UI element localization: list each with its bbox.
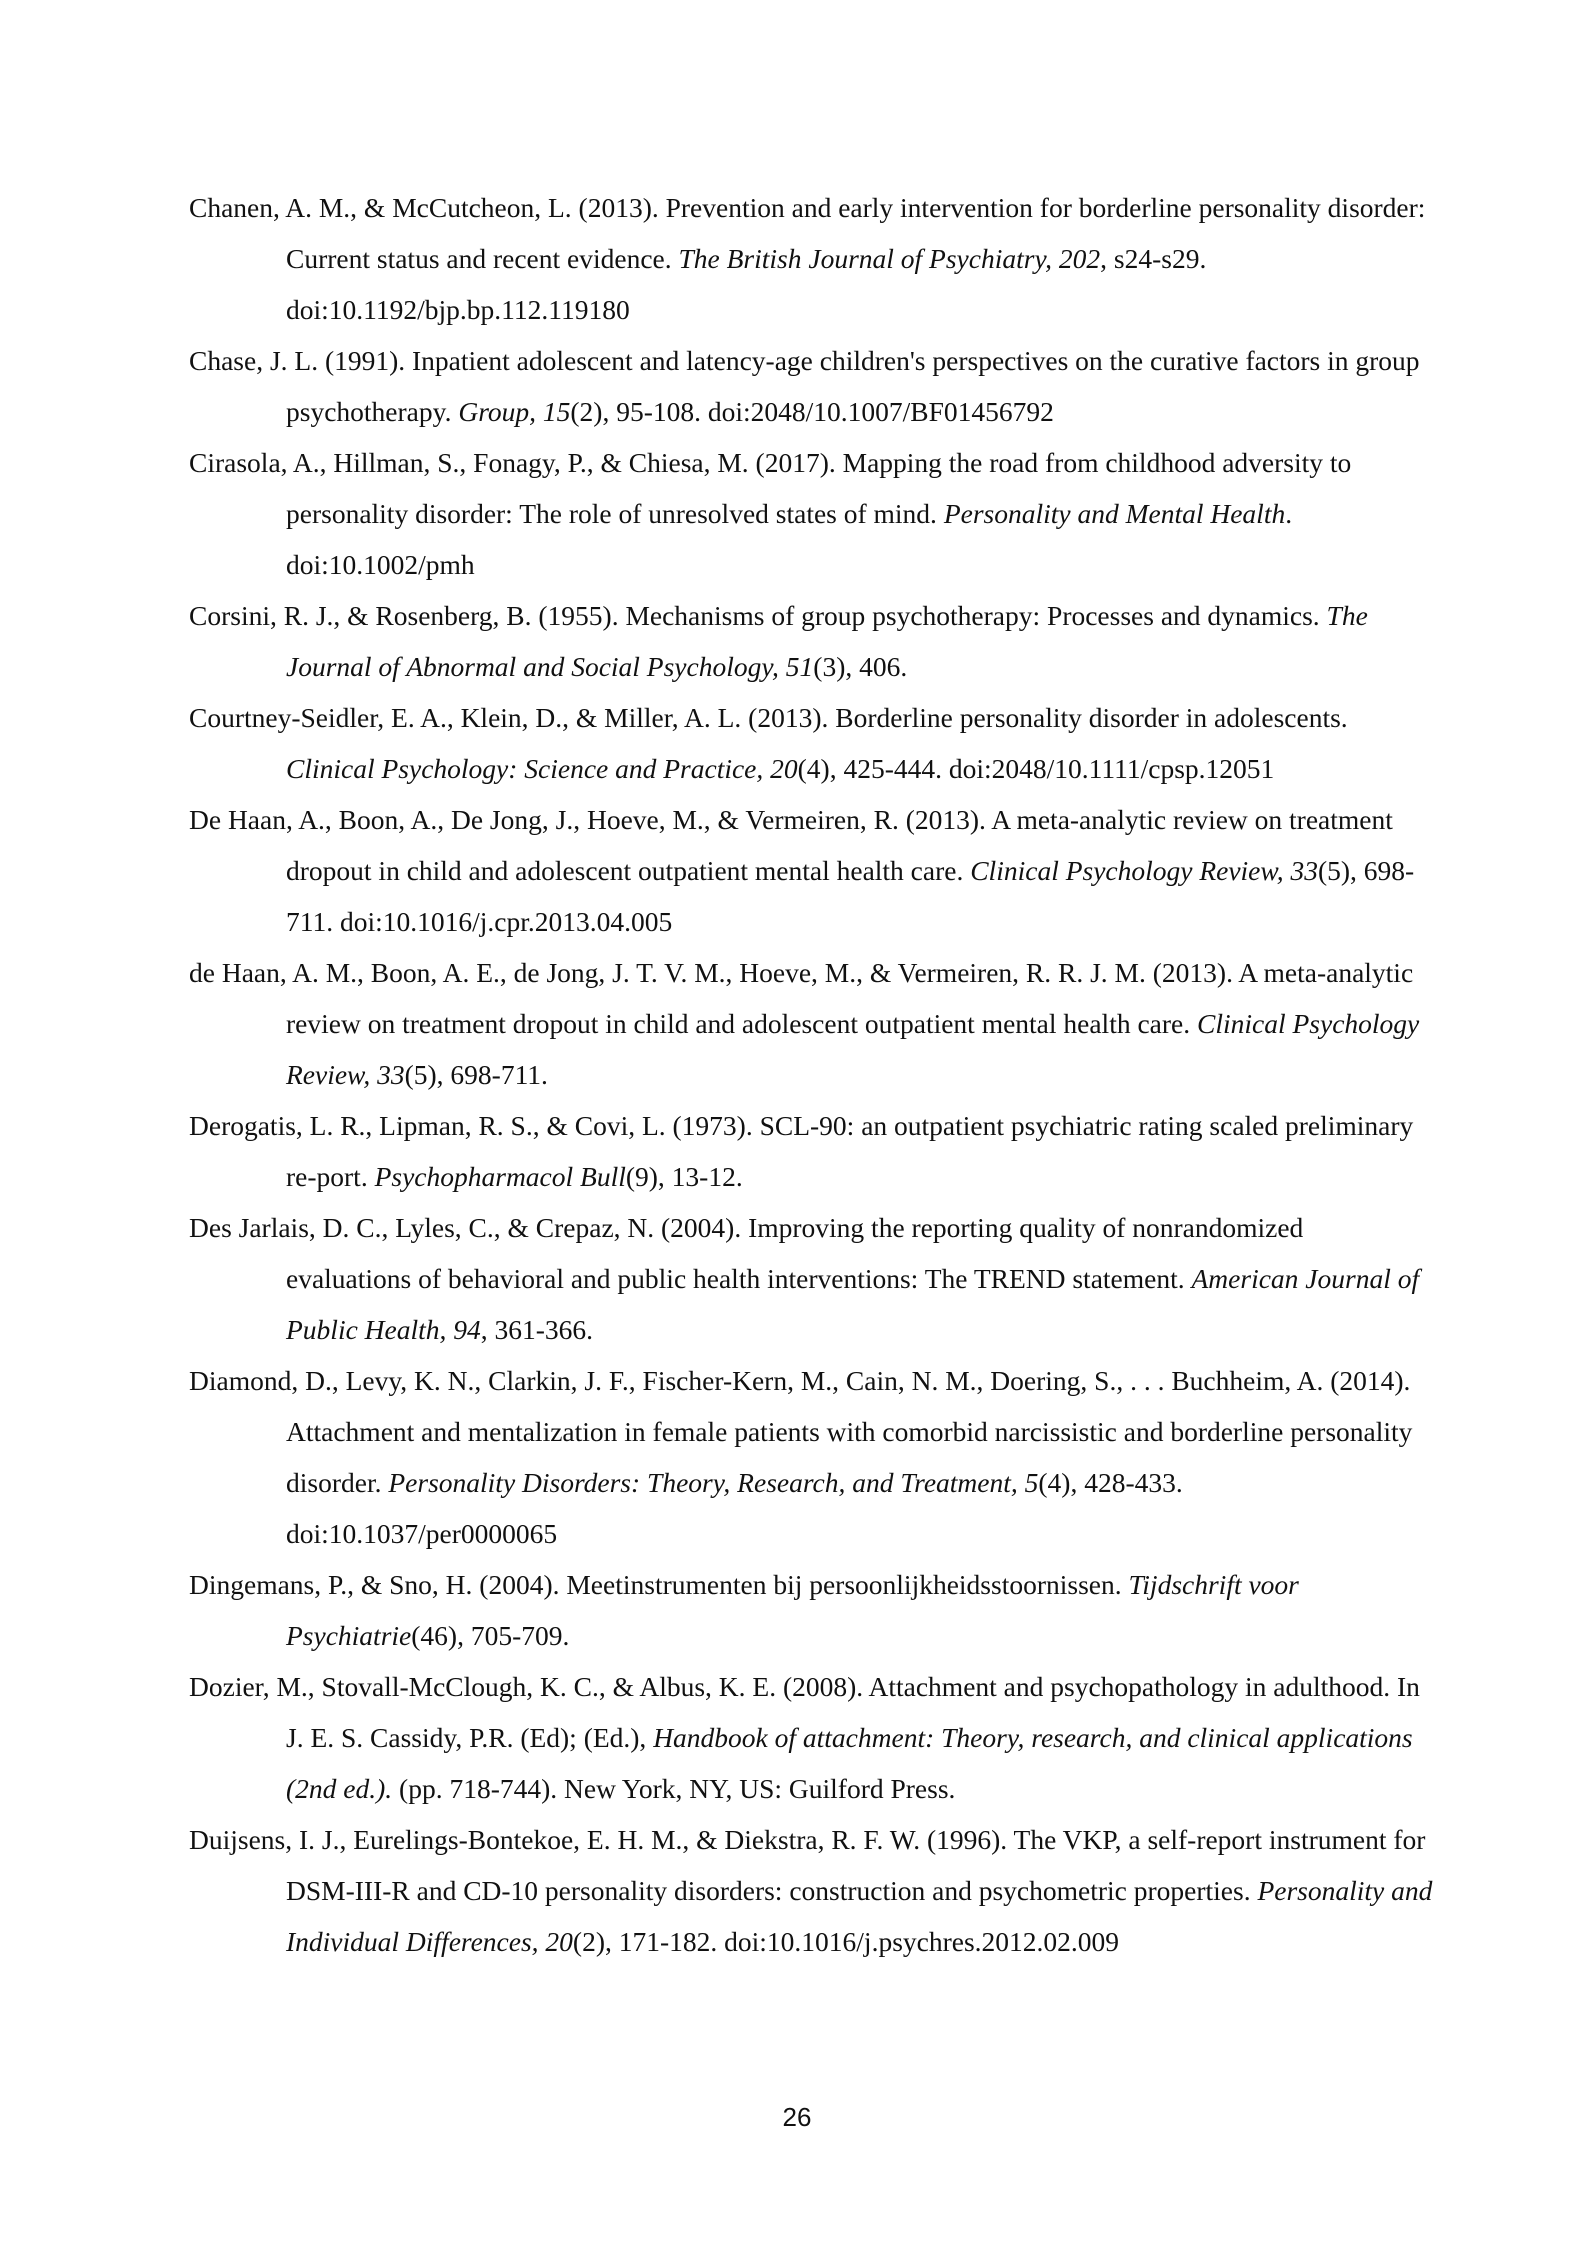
reference-entry [189, 1814, 1434, 1967]
reference-source-title: Personality Disorders: Theory, Research, and Treatment, 5 [388, 1467, 1039, 1498]
reference-text: de Haan, A. M., Boon, A. E., de Jong, J. T. V. M., Hoeve, M., & Vermeiren, R. R. J. M. (2013). A meta-analytic review on treatment dropout in child and adolescent outpatient mental health care. [189, 957, 1414, 1039]
reference-text: De Haan, A., Boon, A., De Jong, J., Hoeve, M., & Vermeiren, R. (2013). A meta-analytic review on treatment dropout in child and adolescent outpatient mental health care. [189, 804, 1393, 886]
reference-entry [189, 692, 1434, 794]
reference-details: . doi:10.1002/pmh [286, 498, 1293, 580]
reference-details: (2), 171-182. doi:10.1016/j.psychres.2012.02.009 [572, 1926, 1120, 1957]
reference-details: , s24-s29. doi:10.1192/bjp.bp.112.119180 [286, 243, 1207, 325]
reference-source-title: The British Journal of Psychiatry, 202 [678, 243, 1101, 274]
reference-entry [189, 1202, 1434, 1355]
reference-entry [189, 1559, 1434, 1661]
reference-details: (46), 705-709. [411, 1620, 570, 1651]
reference-source-title: Personality and Mental Health [943, 498, 1286, 529]
reference-details: (pp. 718-744). New York, NY, US: Guilford Press. [392, 1773, 956, 1804]
reference-text: Diamond, D., Levy, K. N., Clarkin, J. F., Fischer-Kern, M., Cain, N. M., Doering, S., . . . Buchheim, A. (2014). Attachment and mentalization in female patients with comorbid narcissistic and borderline personality disorder. [189, 1365, 1413, 1498]
reference-text: Dozier, M., Stovall-McClough, K. C., & Albus, K. E. (2008). Attachment and psychopathology in adulthood. In J. E. S. Cassidy, P.R. (Ed); (Ed.), [189, 1671, 1420, 1753]
reference-entry [189, 1100, 1434, 1202]
reference-entry [189, 794, 1434, 947]
reference-text: Des Jarlais, D. C., Lyles, C., & Crepaz, N. (2004). Improving the reporting quality of nonrandomized evaluations of behavioral and public health interventions: The TREND statement. [189, 1212, 1304, 1294]
reference-source-title: Clinical Psychology Review, 33 [286, 1008, 1420, 1090]
reference-entry [189, 590, 1434, 692]
reference-text: Duijsens, I. J., Eurelings-Bontekoe, E. H. M., & Diekstra, R. F. W. (1996). The VKP, a self-report instrument for DSM-III-R and CD-10 personality disorders: construction and psychometric properties. [189, 1824, 1426, 1906]
reference-text: Chanen, A. M., & McCutcheon, L. (2013). Prevention and early intervention for borderline personality disorder: Current status and recent evidence. [189, 192, 1426, 274]
reference-source-title: Personality and Individual Differences, 20 [286, 1875, 1433, 1957]
reference-text: Cirasola, A., Hillman, S., Fonagy, P., & Chiesa, M. (2017). Mapping the road from childhood adversity to personality disorder: The role of unresolved states of mind. [189, 447, 1352, 529]
reference-details: (4), 428-433. doi:10.1037/per0000065 [286, 1467, 1183, 1549]
reference-source-title: Psychopharmacol Bull [374, 1161, 626, 1192]
reference-source-title: Clinical Psychology Review, 33 [970, 855, 1318, 886]
reference-details: (9), 13-12. [625, 1161, 743, 1192]
reference-list [189, 182, 1434, 1967]
reference-details: (5), 698-711. [404, 1059, 548, 1090]
reference-text: Derogatis, L. R., Lipman, R. S., & Covi, L. (1973). SCL-90: an outpatient psychiatric rating scaled preliminary re-port. [189, 1110, 1414, 1192]
reference-source-title: The Journal of Abnormal and Social Psychology, 51 [286, 600, 1368, 682]
reference-details: (4), 425-444. doi:2048/10.1111/cpsp.12051 [797, 753, 1275, 784]
reference-entry [189, 1355, 1434, 1559]
reference-source-title: Handbook of attachment: Theory, research, and clinical applications (2nd ed.). [286, 1722, 1413, 1804]
reference-text: Courtney-Seidler, E. A., Klein, D., & Miller, A. L. (2013). Borderline personality disorder in adolescents. [189, 702, 1348, 733]
reference-text: Dingemans, P., & Sno, H. (2004). Meetinstrumenten bij persoonlijkheidsstoornissen. [189, 1569, 1129, 1600]
reference-details: (2), 95-108. doi:2048/10.1007/BF01456792 [570, 396, 1054, 427]
reference-entry [189, 437, 1434, 590]
reference-details: (3), 406. [813, 651, 908, 682]
reference-source-title: Tijdschrift voor Psychiatrie [286, 1569, 1299, 1651]
reference-entry [189, 1661, 1434, 1814]
reference-source-title: Group, 15 [458, 396, 571, 427]
reference-source-title: American Journal of Public Health, 94 [286, 1263, 1420, 1345]
reference-details: , 361-366. [480, 1314, 594, 1345]
reference-entry [189, 947, 1434, 1100]
page-number: 26 [782, 2102, 812, 2132]
reference-entry [189, 335, 1434, 437]
reference-source-title: Clinical Psychology: Science and Practice, 20 [286, 753, 798, 784]
reference-entry [189, 182, 1434, 335]
reference-details: (5), 698-711. doi:10.1016/j.cpr.2013.04.005 [286, 855, 1415, 937]
reference-text: Corsini, R. J., & Rosenberg, B. (1955). Mechanisms of group psychotherapy: Processes and dynamics. [189, 600, 1327, 631]
reference-text: Chase, J. L. (1991). Inpatient adolescent and latency-age children's perspectives on the curative factors in group psychotherapy. [189, 345, 1420, 427]
